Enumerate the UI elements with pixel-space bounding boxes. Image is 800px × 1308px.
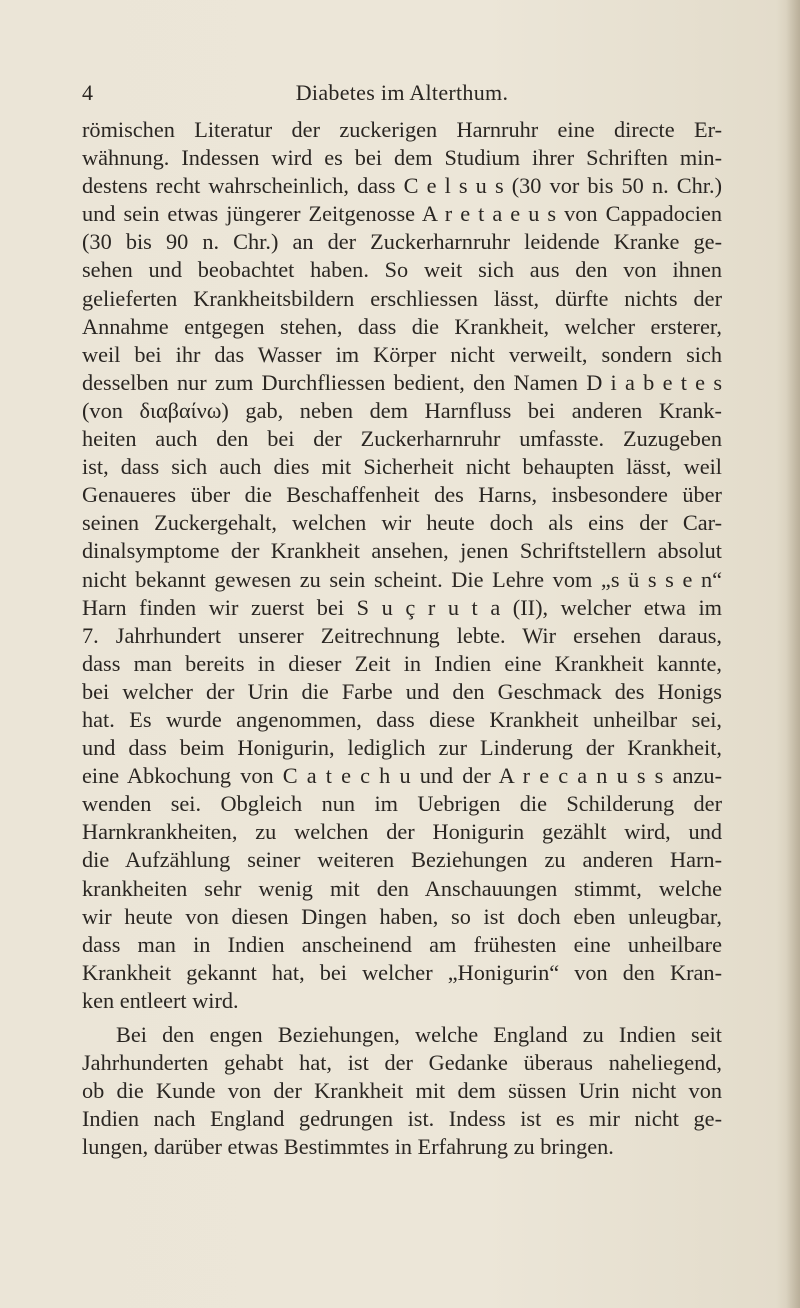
text-line: und dass beim Honigurin, lediglich zur Linderung der Krankheit, [82, 735, 722, 761]
text-line: dinalsymptome der Krankheit ansehen, jenen Schriftstellern absolut [82, 538, 722, 564]
text-line: 7. Jahrhundert unserer Zeitrechnung lebte. Wir ersehen daraus, [82, 622, 722, 648]
text-line: Krankheit gekannt hat, bei welcher „Honigurin“ von den Kran- [82, 959, 722, 985]
text-line: Jahrhunderten gehabt hat, ist der Gedanke überaus naheliegend, [82, 1050, 722, 1076]
page-number: 4 [82, 80, 93, 105]
text-line: ken entleert wird. [82, 987, 239, 1013]
text-line: wenden sei. Obgleich nun im Uebrigen die Schilderung der [82, 791, 722, 817]
text-line: ob die Kunde von der Krankheit mit dem süssen Urin nicht von [82, 1078, 722, 1104]
text-line: Harnkrankheiten, zu welchen der Honigurin gezählt wird, und [82, 819, 722, 845]
text-line: sehen und beobachtet haben. So weit sich aus den von ihnen [82, 257, 722, 283]
text-line: hat. Es wurde angenommen, dass diese Krankheit unheilbar sei, [82, 706, 722, 732]
text-line: wir heute von diesen Dingen haben, so ist doch eben unleugbar, [82, 903, 722, 929]
text-line: Indien nach England gedrungen ist. Indess ist es mir nicht ge- [82, 1106, 722, 1132]
text-line: gelieferten Krankheitsbildern erschliessen lässt, dürfte nichts der [82, 285, 722, 311]
text-line: seinen Zuckergehalt, welchen wir heute doch als eins der Car- [82, 510, 722, 536]
text-line: weil bei ihr das Wasser im Körper nicht verweilt, sondern sich [82, 341, 722, 367]
text-line: desselben nur zum Durchfliessen bedient, den Namen D i a b e t e s [82, 369, 722, 395]
text-line: dass man bereits in dieser Zeit in Indien eine Krankheit kannte, [82, 650, 722, 676]
text-line: Bei den engen Beziehungen, welche England zu Indien seit [116, 1022, 722, 1047]
text-line: lungen, darüber etwas Bestimmtes in Erfahrung zu bringen. [82, 1134, 614, 1160]
paragraph-1 [82, 116, 722, 1015]
text-line: bei welcher der Urin die Farbe und den Geschmack des Honigs [82, 678, 722, 704]
paragraph-2 [82, 1021, 722, 1161]
text-line: dass man in Indien anscheinend am frühesten eine unheilbare [82, 931, 722, 957]
text-line: krankheiten sehr wenig mit den Anschauungen stimmt, welche [82, 875, 722, 901]
text-line: Annahme entgegen stehen, dass die Krankheit, welcher ersterer, [82, 313, 722, 339]
page-header [82, 80, 722, 110]
page-edge-shadow [786, 0, 800, 1308]
text-line: eine Abkochung von C a t e c h u und der A r e c a n u s s anzu- [82, 763, 722, 789]
text-line: (von διαβαίνω) gab, neben dem Harnfluss bei anderen Krank- [82, 397, 722, 423]
body-text [82, 116, 722, 1161]
text-line: und sein etwas jüngerer Zeitgenosse A r e t a e u s von Cappadocien [82, 201, 722, 227]
text-line: Harn finden wir zuerst bei S u ç r u t a (II), welcher etwa im [82, 594, 722, 620]
text-line: (30 bis 90 n. Chr.) an der Zuckerharnruhr leidende Kranke ge- [82, 229, 722, 255]
text-line: destens recht wahrscheinlich, dass C e l s u s (30 vor bis 50 n. Chr.) [82, 173, 722, 199]
text-line: wähnung. Indessen wird es bei dem Studium ihrer Schriften min- [82, 145, 722, 171]
text-line: römischen Literatur der zuckerigen Harnruhr eine directe Er- [82, 117, 722, 142]
text-line: nicht bekannt gewesen zu sein scheint. Die Lehre vom „s ü s s e n“ [82, 566, 722, 592]
text-line: Genaueres über die Beschaffenheit des Harns, insbesondere über [82, 482, 722, 508]
text-line: die Aufzählung seiner weiteren Beziehungen zu anderen Harn- [82, 847, 722, 873]
text-line: heiten auch den bei der Zuckerharnruhr umfasste. Zuzugeben [82, 426, 722, 452]
text-line: ist, dass sich auch dies mit Sicherheit nicht behaupten lässt, weil [82, 454, 722, 480]
running-title: Diabetes im Alterthum. [295, 80, 509, 105]
